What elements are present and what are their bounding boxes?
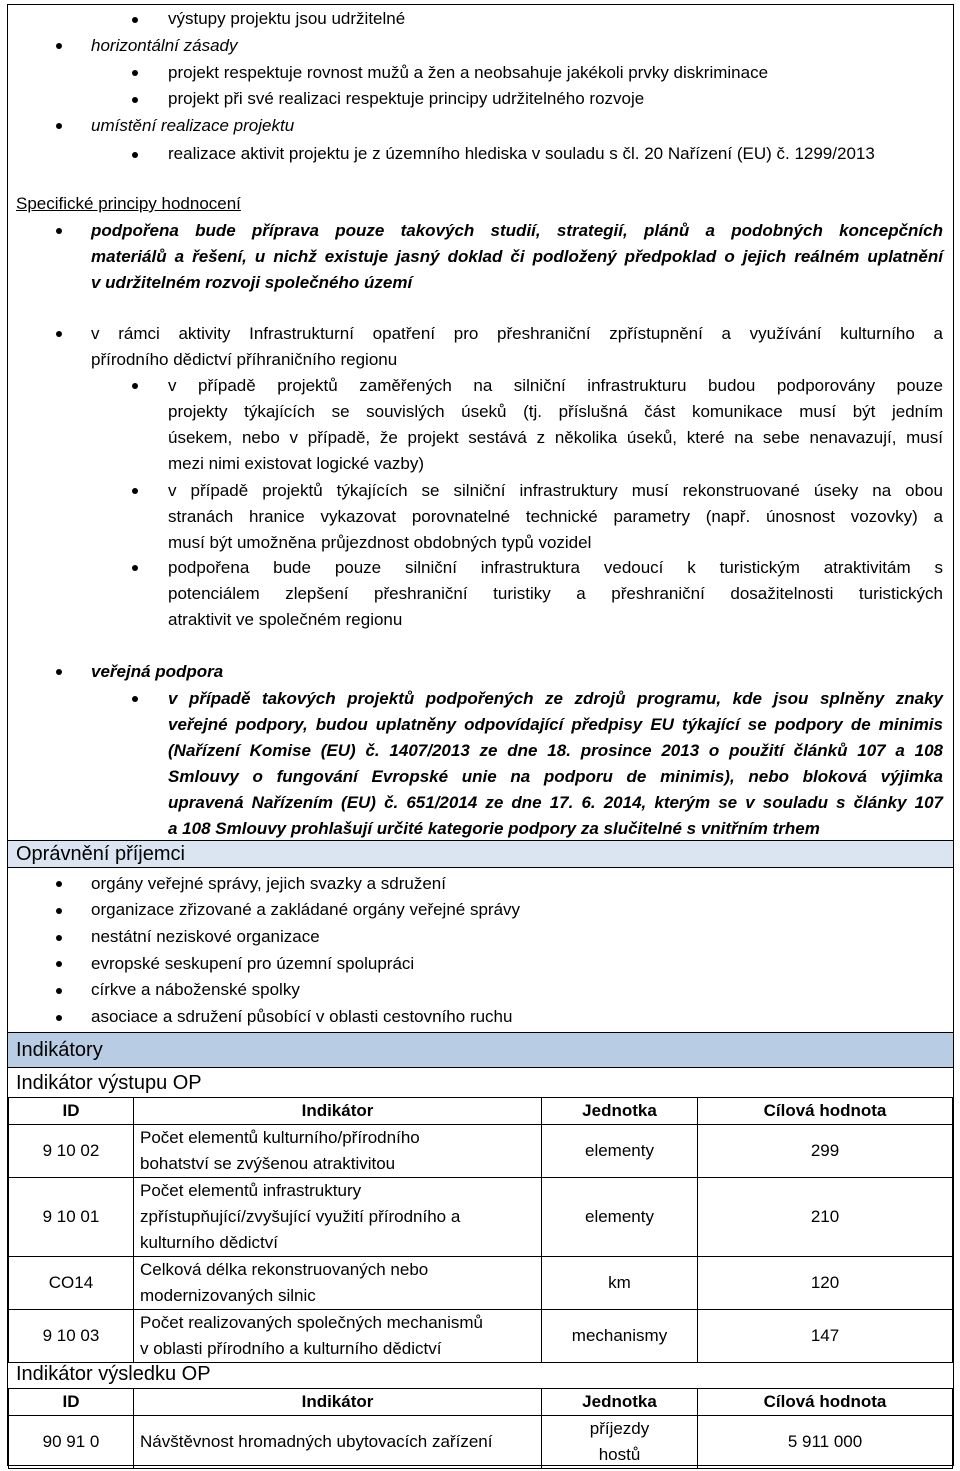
col-indicator: Indikátor	[134, 1389, 542, 1416]
bullet	[132, 97, 138, 103]
table-row	[9, 1416, 953, 1469]
sub-item-2	[168, 478, 943, 556]
cell-target: 120	[698, 1257, 953, 1310]
text-line: úsekem, nebo v případě, že projekt sestává z několika úseků, které na sebe nenavazují, musí	[168, 428, 943, 447]
list-item: projekt při své realizaci respektuje principy udržitelného rozvoje	[168, 89, 645, 108]
bullet	[56, 988, 62, 994]
beneficiary-item: organizace zřizované a zakládané orgány veřejné správy	[91, 900, 521, 919]
bullet	[56, 123, 62, 129]
text-line: mezi nimi existovat logické vazby)	[168, 454, 425, 473]
text-line: příjezdy	[589, 1419, 650, 1438]
bullet	[132, 696, 138, 702]
output-indicator-table	[8, 1097, 953, 1363]
text-line: veřejné podpory, budou uplatněny odpovídající předpisy EU týkající se podpory de minimis	[168, 715, 943, 734]
text-line: modernizovaných silnic	[140, 1286, 316, 1305]
text-line: atraktivit ve společném regionu	[168, 610, 403, 629]
text-line: potenciálem zlepšení přeshraniční turistiky a přeshraniční dosažitelnosti turistických	[168, 584, 943, 603]
cell-id: 9 10 01	[9, 1178, 134, 1257]
bullet	[56, 1015, 62, 1021]
text-line: stranách hranice vykazovat porovnatelné technické parametry (např. únosnost vozovky) a	[168, 507, 943, 526]
result-indicator-table	[8, 1388, 953, 1469]
col-unit: Jednotka	[542, 1389, 698, 1416]
specific-heading: Specifické principy hodnocení	[16, 194, 241, 213]
beneficiary-item: evropské seskupení pro územní spolupráci	[91, 954, 415, 973]
text-line: v případě projektů zaměřených na silniční infrastrukturu budou podporovány pouze	[168, 376, 943, 395]
principle-paragraph-1	[91, 218, 943, 296]
cell-indicator	[134, 1125, 542, 1178]
cell-id: 9 10 02	[9, 1125, 134, 1178]
cell-unit: elementy	[542, 1178, 698, 1257]
text-line: v rámci aktivity Infrastrukturní opatření pro přeshraniční zpřístupnění a využívání kulturního a	[91, 324, 943, 343]
bullet	[132, 383, 138, 389]
col-indicator: Indikátor	[134, 1098, 542, 1125]
cell-id: CO14	[9, 1257, 134, 1310]
beneficiaries-heading: Oprávnění příjemci	[16, 843, 185, 865]
text-line: v oblasti přírodního a kulturního dědictví	[140, 1339, 442, 1358]
text-line: (Nařízení Komise (EU) č. 1407/2013 ze dne 18. prosince 2013 o použití článků 107 a 108	[168, 741, 943, 760]
col-id: ID	[9, 1098, 134, 1125]
text-line: projekty týkajících se souvislých úseků (tj. příslušná část komunikace musí být jedním	[168, 402, 943, 421]
text-line: podpořena bude pouze silniční infrastruktura vedoucí k turistickým atraktivitám s	[168, 558, 943, 577]
cell-indicator	[134, 1257, 542, 1310]
list-item: výstupy projektu jsou udržitelné	[168, 9, 406, 28]
col-target: Cílová hodnota	[698, 1389, 953, 1416]
text-line: v udržitelném rozvoji společného území	[91, 273, 413, 292]
bullet	[56, 669, 62, 675]
horizontal-heading: horizontální zásady	[91, 36, 238, 55]
text-line: bohatství se zvýšenou atraktivitou	[140, 1154, 396, 1173]
text-line: hostů	[598, 1445, 641, 1464]
public-support-heading: veřejná podpora	[91, 662, 224, 681]
indicators-band	[8, 1032, 953, 1068]
col-unit: Jednotka	[542, 1098, 698, 1125]
beneficiary-item: orgány veřejné správy, jejich svazky a sdružení	[91, 874, 446, 893]
sub-item-1	[168, 373, 943, 477]
output-indicator-heading: Indikátor výstupu OP	[16, 1072, 202, 1094]
bullet	[56, 908, 62, 914]
text-line: zpřístupňující/zvyšující využití přírodního a	[140, 1207, 461, 1226]
bullet	[56, 961, 62, 967]
cell-target: 5 911 000	[698, 1416, 953, 1469]
table-header-row	[9, 1098, 953, 1125]
cell-indicator	[134, 1310, 542, 1363]
cell-indicator	[134, 1178, 542, 1257]
bullet	[56, 228, 62, 234]
text-line: materiálů a řešení, u nichž existuje jasný doklad či podložený předpoklad o jejich reálném uplatnění	[91, 247, 943, 266]
list-item: projekt respektuje rovnost mužů a žen a neobsahuje jakékoli prvky diskriminace	[168, 63, 769, 82]
bullet	[132, 17, 138, 23]
cell-indicator: Návštěvnost hromadných ubytovacích zařízení	[134, 1416, 542, 1469]
text-line: Smlouvy o fungování Evropské unie na podporu de minimis), nebo bloková výjimka	[168, 767, 943, 786]
cell-target: 147	[698, 1310, 953, 1363]
public-support-text	[168, 686, 943, 842]
table-row	[9, 1125, 953, 1178]
bullet	[56, 331, 62, 337]
sub-item-3	[168, 555, 943, 633]
bullet	[56, 881, 62, 887]
beneficiary-item: církve a náboženské spolky	[91, 980, 300, 999]
text-line: podpořena bude příprava pouze takových studií, strategií, plánů a podobných koncepčních	[91, 221, 943, 240]
text-line: Počet realizovaných společných mechanismů	[140, 1313, 484, 1332]
table-row	[9, 1178, 953, 1257]
table-header-row	[9, 1389, 953, 1416]
col-target: Cílová hodnota	[698, 1098, 953, 1125]
bullet	[132, 488, 138, 494]
cell-target: 299	[698, 1125, 953, 1178]
location-heading: umístění realizace projektu	[91, 116, 295, 135]
cell-id: 9 10 03	[9, 1310, 134, 1363]
text-line: přírodního dědictví příhraničního regionu	[91, 350, 398, 369]
cell-unit: km	[542, 1257, 698, 1310]
bullet	[132, 70, 138, 76]
bullet	[132, 565, 138, 571]
table-row	[9, 1310, 953, 1363]
text-line: musí být umožněna průjezdnost obdobných typů vozidel	[168, 533, 592, 552]
beneficiary-item: nestátní neziskové organizace	[91, 927, 320, 946]
text-line: v případě takových projektů podpořených ze zdrojů programu, kde jsou splněny znaky	[168, 689, 943, 708]
bullet	[56, 935, 62, 941]
cell-target: 210	[698, 1178, 953, 1257]
principle-paragraph-2	[91, 321, 943, 373]
cell-unit	[542, 1416, 698, 1469]
bullet	[132, 152, 138, 158]
list-item: realizace aktivit projektu je z územního hlediska v souladu s čl. 20 Nařízení (EU) č. 1299/2013	[168, 144, 875, 163]
table-row	[9, 1257, 953, 1310]
cell-unit: elementy	[542, 1125, 698, 1178]
text-line: Počet elementů kulturního/přírodního	[140, 1128, 420, 1147]
cell-unit: mechanismy	[542, 1310, 698, 1363]
col-id: ID	[9, 1389, 134, 1416]
text-line: kulturního dědictví	[140, 1233, 278, 1252]
text-line: a 108 Smlouvy prohlašují určité kategorie podpory za slučitelné s vnitřním trhem	[168, 819, 820, 838]
bullet	[56, 43, 62, 49]
text-line: v případě projektů týkajících se silniční infrastruktury musí rekonstruované úseky na obou	[168, 481, 943, 500]
cell-id: 90 91 0	[9, 1416, 134, 1469]
indicators-heading: Indikátory	[16, 1039, 103, 1061]
text-line: Celková délka rekonstruovaných nebo	[140, 1260, 429, 1279]
result-indicator-heading: Indikátor výsledku OP	[16, 1363, 211, 1385]
beneficiary-item: asociace a sdružení působící v oblasti cestovního ruchu	[91, 1007, 513, 1026]
text-line: Počet elementů infrastruktury	[140, 1181, 362, 1200]
text-line: upravená Nařízením (EU) č. 651/2014 ze dne 17. 6. 2014, kterým se v souladu s články 107	[168, 793, 943, 812]
